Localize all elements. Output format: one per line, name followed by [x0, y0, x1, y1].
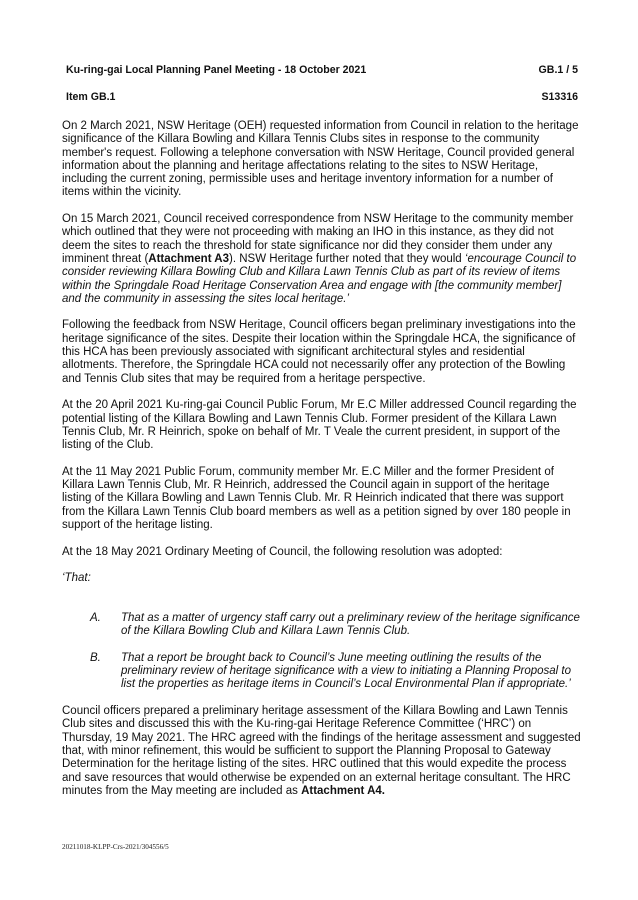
- paragraph-5: At the 11 May 2021 Public Forum, community member Mr. E.C Miller and the former President of Killara Lawn Tennis Club, Mr. R Heinrich, addressed the Council again in support of the heritage listing of the Killara Bowling and Lawn Tennis Club. Mr. R Heinrich indicated that there was support from the Killara Lawn Tennis Club board members as well as a petition signed by over 180 people in support of the heritage listing.: [62, 465, 571, 531]
- document-body: [62, 120, 582, 811]
- attachment-a3-ref: Attachment A3: [148, 252, 230, 265]
- paragraph-1: On 2 March 2021, NSW Heritage (OEH) requested information from Council in relation to the heritage significance of the Killara Bowling and Killara Tennis Clubs sites in response to the community member's request. Following a telephone conversation with NSW Heritage, Council provided general information about the planning and heritage affectations relating to the sites to NSW Heritage, including the current zoning, permissible uses and heritage inventory information for a number of items within the vicinity.: [62, 120, 579, 199]
- paragraph-3: Following the feedback from NSW Heritage, Council officers began preliminary investigations into the heritage significance of the sites. Despite their location within the Springdale HCA, the significance of this HCA has been previously associated with significant architectural styles and residential allotments. Therefore, the Springdale HCA could not necessarily offer any protection of the Bowling and Tennis Club sites that may be required from a heritage perspective.: [62, 319, 576, 385]
- resolution-item-label: B.: [90, 651, 101, 664]
- page-header: [66, 64, 578, 76]
- page-number: GB.1 / 5: [538, 64, 578, 76]
- resolution-item-text: That a report be brought back to Council’s June meeting outlining the results of the preliminary review of heritage significance with a view to initiating a Planning Proposal to list the properties as heritage items in Council’s Local Environmental Plan if appropriate.’: [121, 651, 572, 691]
- reference-number: S13316: [541, 91, 578, 103]
- item-label: Item GB.1: [66, 91, 116, 103]
- resolution-item: [90, 652, 582, 692]
- document-footer: 20211018-KLPP-Crs-2021/304556/5: [62, 843, 169, 851]
- resolution-intro: ‘That:: [62, 572, 91, 585]
- paragraph-4: At the 20 April 2021 Ku-ring-gai Council Public Forum, Mr E.C Miller addressed Council regarding the potential listing of the Killara Bowling and Lawn Tennis Club. Former president of the Killara Lawn Tennis Club, Mr. R Heinrich, spoke on behalf of Mr. T Veale the current president, in support of the listing of the Club.: [62, 399, 577, 452]
- meeting-title: Ku-ring-gai Local Planning Panel Meeting - 18 October 2021: [66, 64, 367, 76]
- paragraph-6: At the 18 May 2021 Ordinary Meeting of Council, the following resolution was adopted:: [62, 545, 503, 558]
- paragraph-7: [62, 705, 582, 798]
- paragraph-2-quote: ‘encourage Council to consider reviewing Killara Bowling Club and Killara Lawn Tennis Club as part of its review of items within the Springdale Road Heritage Conservation Area and engage with [the community member] and the community in assessing the sites local heritage.’: [62, 252, 577, 305]
- paragraph-7-text: Council officers prepared a preliminary heritage assessment of the Killara Bowling and Lawn Tennis Club sites and discussed this with the Ku-ring-gai Heritage Reference Committee (‘HRC’) on Thursday, 19 May 2021. The HRC agreed with the findings of the heritage assessment and suggested that, with minor refinement, this would be sufficient to support the Planning Proposal to Gateway Determination for the heritage listing of the sites. HRC outlined that this would expedite the process and save resources that would otherwise be expended on an external heritage consultant. The HRC minutes from the May meeting are included as: [62, 705, 581, 797]
- paragraph-2-text-a: On 15 March 2021, Council received correspondence from NSW Heritage to the community member which outlined that they were not proceeding with making an IHO in this instance, as they did not deem the sites to reach the threshold for state significance nor did they consider them under any imminent threat (: [62, 213, 574, 265]
- resolution-item-text: That as a matter of urgency staff carry out a preliminary review of the heritage significance of the Killara Bowling Club and Killara Lawn Tennis Club.: [121, 611, 580, 638]
- attachment-a4-ref: Attachment A4.: [301, 784, 385, 797]
- resolution-item: [90, 612, 582, 639]
- paragraph-2-text-b: ). NSW Heritage further noted that they would: [229, 252, 465, 265]
- item-header: [66, 91, 578, 103]
- resolution-item-label: A.: [90, 611, 101, 624]
- paragraph-2: [62, 213, 582, 306]
